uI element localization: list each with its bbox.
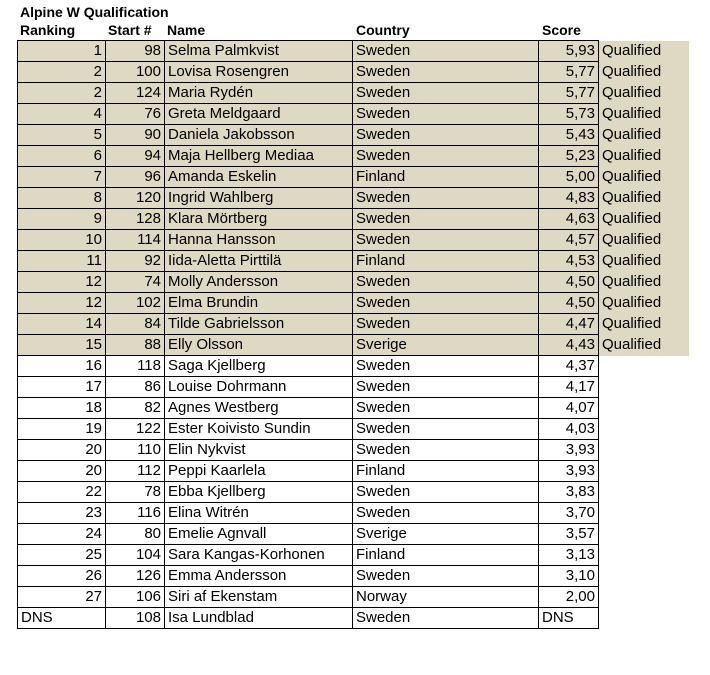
rank-cell: 27 — [18, 587, 106, 608]
score-cell: 4,50 — [539, 272, 599, 293]
table-row — [18, 62, 689, 83]
country-cell: Finland — [353, 545, 539, 566]
country-cell: Sweden — [353, 398, 539, 419]
table-row — [18, 524, 689, 545]
start-number-cell: 118 — [106, 356, 165, 377]
start-number-cell: 100 — [106, 62, 165, 83]
rank-cell: 12 — [18, 293, 106, 314]
score-cell: 4,83 — [539, 188, 599, 209]
country-cell: Sweden — [353, 272, 539, 293]
score-cell: 4,63 — [539, 209, 599, 230]
status-cell: Qualified — [599, 293, 689, 314]
rank-cell: 12 — [18, 272, 106, 293]
score-cell: 4,03 — [539, 419, 599, 440]
table-row — [18, 503, 689, 524]
country-cell: Sweden — [353, 440, 539, 461]
table-row — [18, 608, 689, 629]
table-row — [18, 104, 689, 125]
status-cell — [599, 608, 689, 629]
start-number-cell: 94 — [106, 146, 165, 167]
country-cell: Sweden — [353, 293, 539, 314]
name-cell: Elma Brundin — [165, 293, 353, 314]
score-cell: 3,13 — [539, 545, 599, 566]
rank-cell: 10 — [18, 230, 106, 251]
rank-cell: 1 — [18, 41, 106, 62]
name-cell: Agnes Westberg — [165, 398, 353, 419]
rank-cell: 24 — [18, 524, 106, 545]
start-number-cell: 82 — [106, 398, 165, 419]
name-cell: Elly Olsson — [165, 335, 353, 356]
country-cell: Sweden — [353, 419, 539, 440]
country-cell: Sweden — [353, 230, 539, 251]
status-cell: Qualified — [599, 104, 689, 125]
start-number-cell: 88 — [106, 335, 165, 356]
status-cell — [599, 482, 689, 503]
country-cell: Sweden — [353, 146, 539, 167]
rank-cell: 14 — [18, 314, 106, 335]
rank-cell: 15 — [18, 335, 106, 356]
start-number-cell: 78 — [106, 482, 165, 503]
score-cell: 2,00 — [539, 587, 599, 608]
status-cell — [599, 377, 689, 398]
status-cell: Qualified — [599, 41, 689, 62]
start-number-cell: 90 — [106, 125, 165, 146]
score-cell: 4,17 — [539, 377, 599, 398]
table-row — [18, 545, 689, 566]
start-number-cell: 92 — [106, 251, 165, 272]
status-cell: Qualified — [599, 83, 689, 104]
start-number-cell: 116 — [106, 503, 165, 524]
country-cell: Sweden — [353, 41, 539, 62]
name-cell: Maria Rydén — [165, 83, 353, 104]
name-cell: Tilde Gabrielsson — [165, 314, 353, 335]
header-start-number: Start # — [108, 22, 152, 38]
name-cell: Iida-Aletta Pirttilä — [165, 251, 353, 272]
start-number-cell: 80 — [106, 524, 165, 545]
rank-cell: 19 — [18, 419, 106, 440]
table-row — [18, 566, 689, 587]
start-number-cell: 120 — [106, 188, 165, 209]
name-cell: Molly Andersson — [165, 272, 353, 293]
rank-cell: 8 — [18, 188, 106, 209]
table-row — [18, 377, 689, 398]
score-cell: 3,57 — [539, 524, 599, 545]
name-cell: Siri af Ekenstam — [165, 587, 353, 608]
rank-cell: 2 — [18, 83, 106, 104]
table-row — [18, 146, 689, 167]
table-row — [18, 209, 689, 230]
start-number-cell: 104 — [106, 545, 165, 566]
rank-cell: 23 — [18, 503, 106, 524]
table-row — [18, 482, 689, 503]
table-row — [18, 188, 689, 209]
status-cell: Qualified — [599, 335, 689, 356]
score-cell: 3,93 — [539, 440, 599, 461]
start-number-cell: 128 — [106, 209, 165, 230]
country-cell: Sverige — [353, 335, 539, 356]
header-name: Name — [167, 22, 206, 38]
status-cell — [599, 566, 689, 587]
score-cell: 5,93 — [539, 41, 599, 62]
country-cell: Sweden — [353, 503, 539, 524]
name-cell: Lovisa Rosengren — [165, 62, 353, 83]
status-cell — [599, 440, 689, 461]
score-cell: DNS — [539, 608, 599, 629]
score-cell: 4,07 — [539, 398, 599, 419]
country-cell: Sweden — [353, 377, 539, 398]
name-cell: Sara Kangas-Korhonen — [165, 545, 353, 566]
country-cell: Sweden — [353, 209, 539, 230]
table-row — [18, 587, 689, 608]
name-cell: Emma Andersson — [165, 566, 353, 587]
score-cell: 4,50 — [539, 293, 599, 314]
status-cell: Qualified — [599, 146, 689, 167]
score-cell: 4,47 — [539, 314, 599, 335]
rank-cell: 17 — [18, 377, 106, 398]
rank-cell: 18 — [18, 398, 106, 419]
score-cell: 4,53 — [539, 251, 599, 272]
score-cell: 3,93 — [539, 461, 599, 482]
rank-cell: 11 — [18, 251, 106, 272]
table-row — [18, 293, 689, 314]
table-row — [18, 314, 689, 335]
start-number-cell: 108 — [106, 608, 165, 629]
rank-cell: 20 — [18, 440, 106, 461]
start-number-cell: 96 — [106, 167, 165, 188]
score-cell: 5,77 — [539, 62, 599, 83]
score-cell: 5,43 — [539, 125, 599, 146]
table-row — [18, 461, 689, 482]
name-cell: Maja Hellberg Mediaa — [165, 146, 353, 167]
rank-cell: 7 — [18, 167, 106, 188]
table-row — [18, 125, 689, 146]
table-row — [18, 440, 689, 461]
name-cell: Hanna Hansson — [165, 230, 353, 251]
country-cell: Finland — [353, 461, 539, 482]
start-number-cell: 74 — [106, 272, 165, 293]
score-cell: 4,37 — [539, 356, 599, 377]
country-cell: Norway — [353, 587, 539, 608]
score-cell: 5,77 — [539, 83, 599, 104]
start-number-cell: 110 — [106, 440, 165, 461]
score-cell: 4,57 — [539, 230, 599, 251]
country-cell: Sweden — [353, 62, 539, 83]
results-table — [17, 40, 689, 629]
status-cell — [599, 398, 689, 419]
header-country: Country — [356, 22, 410, 38]
table-row — [18, 83, 689, 104]
start-number-cell: 126 — [106, 566, 165, 587]
name-cell: Ebba Kjellberg — [165, 482, 353, 503]
score-cell: 5,23 — [539, 146, 599, 167]
rank-cell: 16 — [18, 356, 106, 377]
name-cell: Louise Dohrmann — [165, 377, 353, 398]
start-number-cell: 98 — [106, 41, 165, 62]
rank-cell: 4 — [18, 104, 106, 125]
header-score: Score — [542, 22, 581, 38]
rank-cell: 22 — [18, 482, 106, 503]
country-cell: Finland — [353, 251, 539, 272]
rank-cell: 26 — [18, 566, 106, 587]
start-number-cell: 76 — [106, 104, 165, 125]
country-cell: Sweden — [353, 188, 539, 209]
status-cell: Qualified — [599, 209, 689, 230]
name-cell: Ester Koivisto Sundin — [165, 419, 353, 440]
rank-cell: 5 — [18, 125, 106, 146]
name-cell: Peppi Kaarlela — [165, 461, 353, 482]
rank-cell: DNS — [18, 608, 106, 629]
start-number-cell: 106 — [106, 587, 165, 608]
table-row — [18, 230, 689, 251]
name-cell: Emelie Agnvall — [165, 524, 353, 545]
start-number-cell: 84 — [106, 314, 165, 335]
score-cell: 5,73 — [539, 104, 599, 125]
name-cell: Amanda Eskelin — [165, 167, 353, 188]
name-cell: Elin Nykvist — [165, 440, 353, 461]
name-cell: Greta Meldgaard — [165, 104, 353, 125]
name-cell: Klara Mörtberg — [165, 209, 353, 230]
status-cell — [599, 461, 689, 482]
status-cell: Qualified — [599, 188, 689, 209]
status-cell — [599, 545, 689, 566]
country-cell: Sverige — [353, 524, 539, 545]
rank-cell: 6 — [18, 146, 106, 167]
start-number-cell: 124 — [106, 83, 165, 104]
start-number-cell: 102 — [106, 293, 165, 314]
status-cell: Qualified — [599, 230, 689, 251]
status-cell: Qualified — [599, 125, 689, 146]
header-ranking: Ranking — [20, 22, 76, 38]
country-cell: Sweden — [353, 104, 539, 125]
table-row — [18, 41, 689, 62]
country-cell: Finland — [353, 167, 539, 188]
start-number-cell: 122 — [106, 419, 165, 440]
status-cell — [599, 503, 689, 524]
start-number-cell: 112 — [106, 461, 165, 482]
name-cell: Daniela Jakobsson — [165, 125, 353, 146]
score-cell: 4,43 — [539, 335, 599, 356]
score-cell: 3,70 — [539, 503, 599, 524]
name-cell: Saga Kjellberg — [165, 356, 353, 377]
table-row — [18, 251, 689, 272]
table-row — [18, 167, 689, 188]
name-cell: Elina Witrén — [165, 503, 353, 524]
rank-cell: 20 — [18, 461, 106, 482]
status-cell: Qualified — [599, 272, 689, 293]
rank-cell: 2 — [18, 62, 106, 83]
score-cell: 3,83 — [539, 482, 599, 503]
rank-cell: 25 — [18, 545, 106, 566]
country-cell: Sweden — [353, 566, 539, 587]
country-cell: Sweden — [353, 482, 539, 503]
status-cell — [599, 524, 689, 545]
name-cell: Isa Lundblad — [165, 608, 353, 629]
country-cell: Sweden — [353, 125, 539, 146]
rank-cell: 9 — [18, 209, 106, 230]
status-cell — [599, 587, 689, 608]
country-cell: Sweden — [353, 314, 539, 335]
status-cell: Qualified — [599, 167, 689, 188]
table-row — [18, 419, 689, 440]
start-number-cell: 86 — [106, 377, 165, 398]
score-cell: 5,00 — [539, 167, 599, 188]
country-cell: Sweden — [353, 356, 539, 377]
status-cell — [599, 419, 689, 440]
table-row — [18, 398, 689, 419]
table-row — [18, 356, 689, 377]
start-number-cell: 114 — [106, 230, 165, 251]
status-cell: Qualified — [599, 62, 689, 83]
table-row — [18, 272, 689, 293]
country-cell: Sweden — [353, 608, 539, 629]
status-cell: Qualified — [599, 314, 689, 335]
sheet-title: Alpine W Qualification — [20, 4, 169, 20]
table-row — [18, 335, 689, 356]
status-cell: Qualified — [599, 251, 689, 272]
name-cell: Ingrid Wahlberg — [165, 188, 353, 209]
name-cell: Selma Palmkvist — [165, 41, 353, 62]
score-cell: 3,10 — [539, 566, 599, 587]
country-cell: Sweden — [353, 83, 539, 104]
status-cell — [599, 356, 689, 377]
